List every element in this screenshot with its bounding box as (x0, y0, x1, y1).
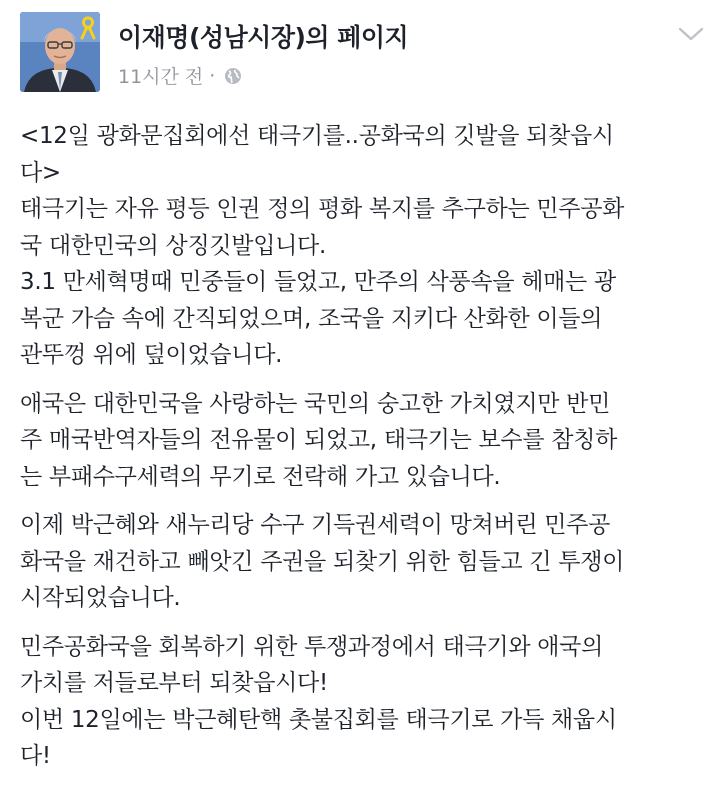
post-message (20, 118, 710, 787)
post-paragraph (20, 507, 710, 617)
globe-icon[interactable] (223, 66, 243, 86)
post-text-line: 다! (20, 743, 51, 769)
post-text-line: 주 매국반역자들의 전유물이 되었고, 태극기는 보수를 참칭하 (20, 427, 618, 453)
chevron-down-icon[interactable] (676, 24, 706, 44)
post-text-line: 국 대한민국의 상징깃발입니다. (20, 232, 326, 259)
yellow-ribbon-icon (80, 16, 96, 40)
page-author-name[interactable]: 이재명(성남시장)의 페이지 (118, 23, 409, 52)
post-text-line: 민주공화국을 회복하기 위한 투쟁과정에서 태극기와 애국의 (20, 633, 604, 660)
post-text-line: <12일 광화문집회에선 태극기를..공화국의 깃발을 되찾읍시 (20, 123, 614, 149)
post-paragraph (20, 118, 710, 374)
post-timestamp[interactable]: 11시간 전 (118, 66, 204, 88)
avatar[interactable] (20, 12, 100, 92)
post-text-line: 가치를 저들로부터 되찾읍시다! (20, 670, 328, 696)
meta-separator: · (209, 64, 216, 87)
post-header (0, 0, 720, 100)
post-text-line: 는 부패수구세력의 무기로 전락해 가고 있습니다. (20, 463, 501, 490)
post-text-line: 3.1 만세혁명때 민중들이 들었고, 만주의 삭풍속을 헤매는 광 (20, 269, 616, 295)
post-text-line: 다> (20, 159, 61, 186)
post-paragraph (20, 386, 710, 496)
post-text-line: 태극기는 자유 평등 인권 정의 평화 복지를 추구하는 민주공화 (20, 196, 625, 222)
post-paragraph (20, 629, 710, 775)
post-text-line: 화국을 재건하고 빼앗긴 주권을 되찾기 위한 힘들고 긴 투쟁이 (20, 548, 625, 575)
post-text-line: 시작되었습니다. (20, 585, 181, 611)
post-meta (118, 62, 243, 89)
post-text-line: 복군 가슴 속에 간직되었으며, 조국을 지키다 산화한 이들의 (20, 305, 603, 332)
post-text-line: 관뚜껑 위에 덮이었습니다. (20, 342, 283, 368)
post-text-line: 애국은 대한민국을 사랑하는 국민의 숭고한 가치였지만 반민 (20, 390, 611, 417)
post-text-line: 이번 12일에는 박근혜탄핵 촛불집회를 태극기로 가득 채웁시 (20, 706, 617, 733)
post-text-line: 이제 박근혜와 새누리당 수구 기득권세력이 망쳐버린 민주공 (20, 512, 611, 538)
